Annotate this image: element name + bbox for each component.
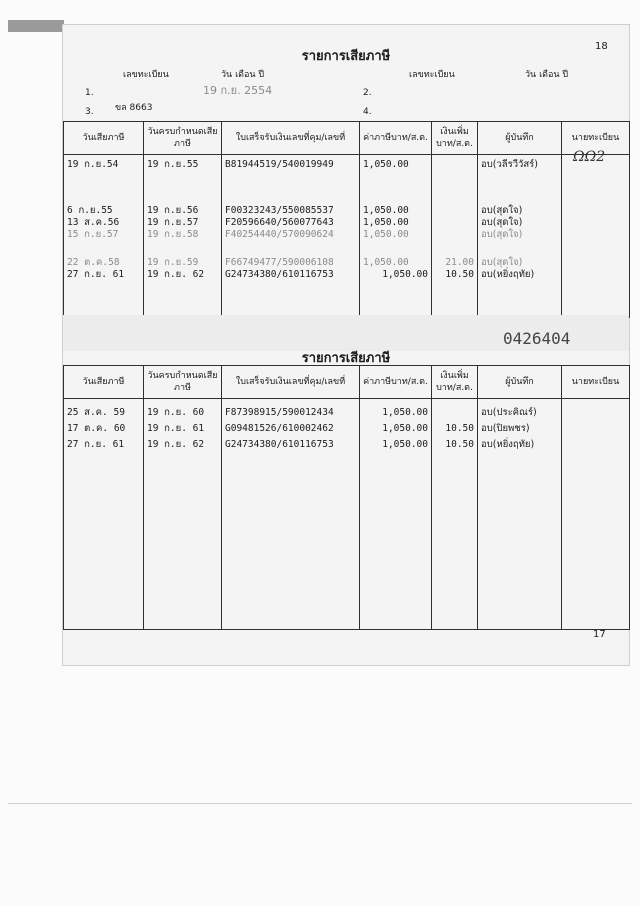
- due-date: 19 ก.ย. 62: [147, 269, 205, 280]
- tax-amount: 1,050.00: [363, 205, 409, 216]
- surcharge: 10.50: [445, 423, 474, 434]
- col-header: วันครบกำหนดเสียภาษี: [144, 366, 222, 399]
- due-date: 19 ก.ย.55: [147, 159, 199, 170]
- col-header: นายทะเบียน: [562, 366, 630, 399]
- pay-date: 15 ก.ย.57: [67, 229, 119, 240]
- recorder: อบ(สุดใจ): [481, 257, 523, 268]
- pay-date: 6 ก.ย.55: [67, 205, 113, 216]
- header-date-stamp: 19 ก.ย. 2554: [203, 84, 273, 97]
- due-date: 19 ก.ย. 61: [147, 423, 205, 434]
- pay-date: 17 ต.ค. 60: [67, 423, 126, 434]
- receipt-number: F40254440/570090624: [225, 229, 334, 240]
- pay-date: 27 ก.ย. 61: [67, 269, 125, 280]
- col-header: ผู้บันทึก: [478, 122, 562, 155]
- receipt-number: G24734380/610116753: [225, 439, 334, 450]
- tax-amount: 1,050.00: [363, 229, 409, 240]
- tax-amount: 1,050.00: [363, 217, 409, 228]
- header-reg-plate: ขล 8663: [115, 103, 153, 113]
- date-label-left: วัน เดือน ปี: [221, 70, 265, 80]
- due-date: 19 ก.ย.59: [147, 257, 199, 268]
- surcharge: [435, 159, 474, 171]
- stamp-number: 0426404: [503, 329, 571, 348]
- surcharge: 21.00: [445, 257, 474, 268]
- surcharge: [435, 217, 474, 229]
- tax-amount: 1,050.00: [382, 423, 428, 434]
- col-header: นายทะเบียน: [562, 122, 630, 155]
- receipt-number: F00323243/550085537: [225, 205, 334, 216]
- recorder: อบ(สุดใจ): [481, 229, 523, 240]
- registrar-signature: ΩΩ2: [573, 149, 606, 165]
- col-header: ใบเสร็จรับเงินเลขที่คุม/เลขที่: [222, 366, 360, 399]
- header-row-num: 4.: [363, 107, 372, 117]
- table-row: [64, 399, 630, 630]
- reg-label-left: เลขทะเบียน: [123, 70, 169, 80]
- tax-amount: 1,050.00: [382, 269, 428, 280]
- page-number-bottom: 17: [593, 629, 606, 640]
- receipt-number: G09481526/610002462: [225, 423, 334, 434]
- col-header: ค่าภาษีบาท/ส.ต.: [360, 366, 432, 399]
- surcharge: [435, 229, 474, 241]
- due-date: 19 ก.ย.56: [147, 205, 199, 216]
- surcharge: [435, 205, 474, 217]
- recorder: อบ(สุดใจ): [481, 217, 523, 228]
- recorder: อบ(ปิยพชร): [481, 423, 530, 434]
- recorder: อบ(วลีรวีวัสร์): [481, 159, 538, 170]
- receipt-number: F66749477/590006108: [225, 257, 334, 268]
- pay-date: 27 ก.ย. 61: [67, 439, 125, 450]
- surcharge: 10.50: [445, 439, 474, 450]
- tax-table-1: [63, 121, 630, 318]
- col-header: วันครบกำหนดเสียภาษี: [144, 122, 222, 155]
- section2-title: รายการเสียภาษี: [301, 351, 391, 366]
- pay-date: 22 ต.ค.58: [67, 257, 120, 268]
- table-row: [64, 155, 630, 318]
- col-header: วันเสียภาษี: [64, 366, 144, 399]
- header-row-num: 3.: [85, 107, 94, 117]
- col-header: เงินเพิ่มบาท/ส.ต.: [432, 122, 478, 155]
- receipt-number: G24734380/610116753: [225, 269, 334, 280]
- pay-date: 19 ก.ย.54: [67, 159, 119, 170]
- surcharge: [435, 407, 474, 423]
- surcharge: 10.50: [445, 269, 474, 280]
- due-date: 19 ก.ย. 60: [147, 407, 205, 418]
- col-header: เงินเพิ่มบาท/ส.ต.: [432, 366, 478, 399]
- receipt-number: F87398915/590012434: [225, 407, 334, 418]
- recorder: อบ(ประคิณร์): [481, 407, 537, 418]
- due-date: 19 ก.ย.58: [147, 229, 199, 240]
- date-label-right: วัน เดือน ปี: [525, 70, 569, 80]
- scan-corner-mark: [8, 20, 64, 32]
- tax-record-sheet: [62, 24, 630, 666]
- header-row-num: 2.: [363, 88, 372, 98]
- pay-date: 13 ส.ค.56: [67, 217, 120, 228]
- tax-amount: 1,050.00: [382, 407, 428, 418]
- recorder: อบ(สุดใจ): [481, 205, 523, 216]
- tax-amount: 1,050.00: [363, 159, 409, 170]
- col-header: ค่าภาษีบาท/ส.ต.: [360, 122, 432, 155]
- due-date: 19 ก.ย.57: [147, 217, 199, 228]
- page-number-top: 18: [595, 41, 608, 52]
- col-header: วันเสียภาษี: [64, 122, 144, 155]
- tax-amount: 1,050.00: [382, 439, 428, 450]
- col-header: ใบเสร็จรับเงินเลขที่คุม/เลขที่: [222, 122, 360, 155]
- reg-label-right: เลขทะเบียน: [409, 70, 455, 80]
- recorder: อบ(หยิ่งฤทัย): [481, 269, 535, 280]
- pay-date: 25 ส.ค. 59: [67, 407, 125, 418]
- due-date: 19 ก.ย. 62: [147, 439, 205, 450]
- col-header: ผู้บันทึก: [478, 366, 562, 399]
- tax-table-2: [63, 365, 630, 630]
- tax-amount: 1,050.00: [363, 257, 409, 268]
- receipt-number: F20596640/560077643: [225, 217, 334, 228]
- header-row-num: 1.: [85, 88, 94, 98]
- receipt-number: B81944519/540019949: [225, 159, 334, 170]
- page-edge-line: [8, 803, 632, 804]
- section1-title: รายการเสียภาษี: [301, 49, 391, 64]
- recorder: อบ(หยิ่งฤทัย): [481, 439, 535, 450]
